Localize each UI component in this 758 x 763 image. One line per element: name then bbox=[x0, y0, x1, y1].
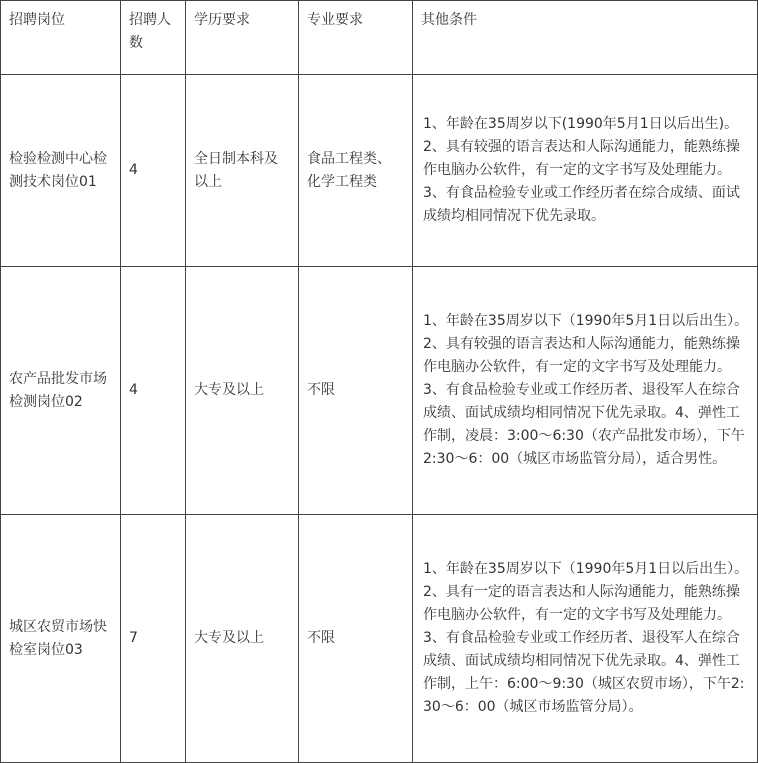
cell-education: 大专及以上 bbox=[186, 267, 299, 515]
cell-conditions: 1、年龄在35周岁以下（1990年5月1日以后出生）。2、具有较强的语言表达和人际沟通能力，能熟练操作电脑办公软件，有一定的文字书写及处理能力。3、有食品检验专业或工作经历者、退役军人在综合成绩、面试成绩均相同情况下优先录取。4、弹性工作制，凌晨：3:00～6:30（农产品批发市场），下午2:30～6：00（城区市场监管分局），适合男性。 bbox=[413, 267, 758, 515]
cell-count: 4 bbox=[121, 75, 186, 267]
header-major: 专业要求 bbox=[299, 1, 413, 75]
cell-major: 食品工程类、化学工程类 bbox=[299, 75, 413, 267]
cell-position: 农产品批发市场检测岗位02 bbox=[1, 267, 121, 515]
cell-count: 7 bbox=[121, 515, 186, 763]
header-count: 招聘人数 bbox=[121, 1, 186, 75]
cell-conditions: 1、年龄在35周岁以下(1990年5月1日以后出生)。2、具有较强的语言表达和人际沟通能力，能熟练操作电脑办公软件，有一定的文字书写及处理能力。3、有食品检验专业或工作经历者在综合成绩、面试成绩均相同情况下优先录取。 bbox=[413, 75, 758, 267]
table-row bbox=[1, 267, 758, 515]
cell-position: 检验检测中心检测技术岗位01 bbox=[1, 75, 121, 267]
cell-count: 4 bbox=[121, 267, 186, 515]
cell-major: 不限 bbox=[299, 515, 413, 763]
cell-education: 大专及以上 bbox=[186, 515, 299, 763]
header-conditions: 其他条件 bbox=[413, 1, 758, 75]
cell-position: 城区农贸市场快检室岗位03 bbox=[1, 515, 121, 763]
table-row bbox=[1, 75, 758, 267]
table-header-row bbox=[1, 1, 758, 75]
cell-education: 全日制本科及以上 bbox=[186, 75, 299, 267]
cell-conditions: 1、年龄在35周岁以下（1990年5月1日以后出生）。2、具有一定的语言表达和人际沟通能力，能熟练操作电脑办公软件，有一定的文字书写及处理能力。3、有食品检验专业或工作经历者、退役军人在综合成绩、面试成绩均相同情况下优先录取。4、弹性工作制，上午：6:00～9:30（城区农贸市场），下午2:30～6：00（城区市场监管分局）。 bbox=[413, 515, 758, 763]
cell-major: 不限 bbox=[299, 267, 413, 515]
header-education: 学历要求 bbox=[186, 1, 299, 75]
table-row bbox=[1, 515, 758, 763]
header-position: 招聘岗位 bbox=[1, 1, 121, 75]
